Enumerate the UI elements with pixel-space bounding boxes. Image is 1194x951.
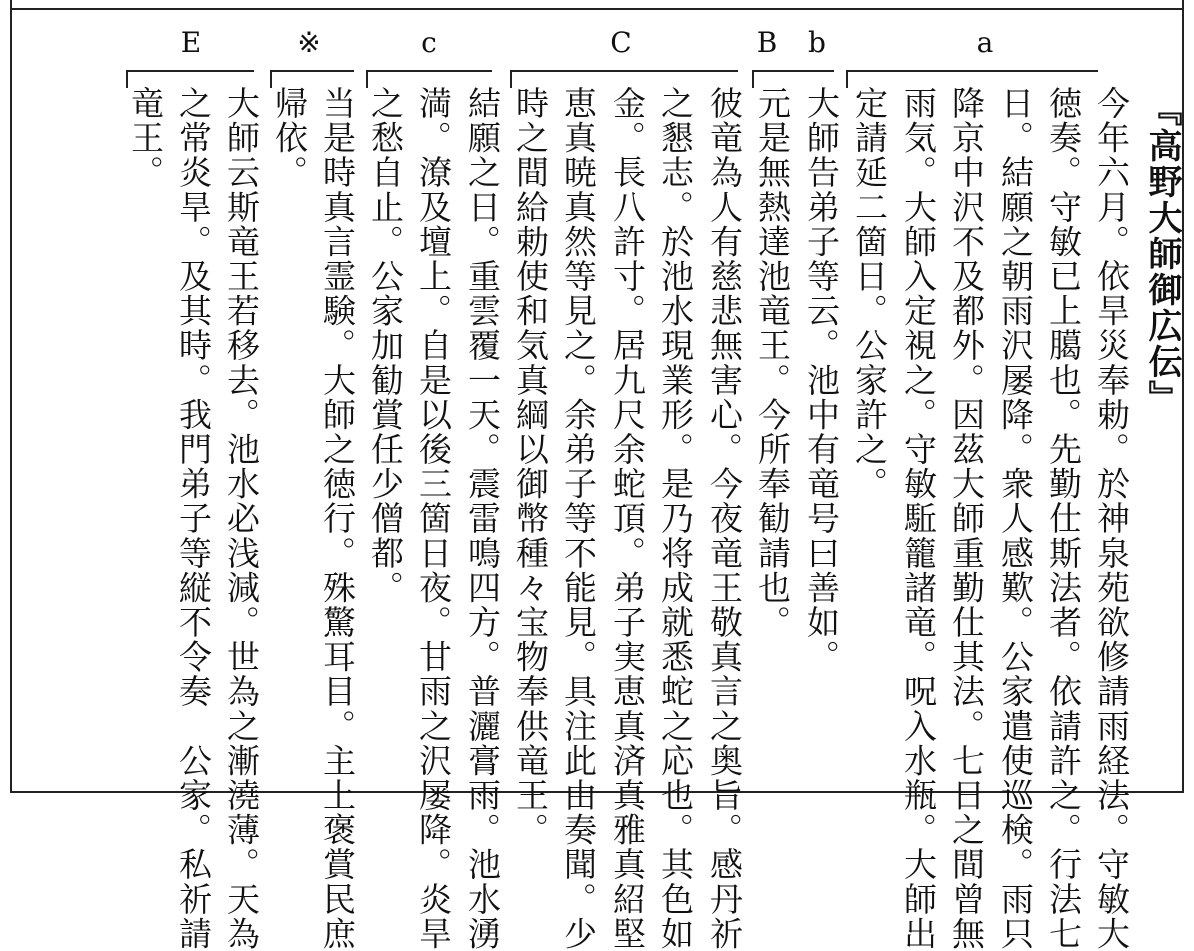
marker-a: a xyxy=(976,26,994,59)
text-column: 当是時真言霊験。大師之徳行。殊驚耳目。主上褒賞民庶 xyxy=(318,86,357,951)
text-column: 元是無熱達池竜王。今所奉勧請也。 xyxy=(753,86,792,640)
text-column: 満。潦及壇上。自是以後三箇日夜。甘雨之沢屡降。炎旱 xyxy=(414,86,453,951)
text-column: 雨気。大師入定視之。守敏駈籠諸竜。呪入水瓶。大師出 xyxy=(899,86,938,951)
text-column: 大師告弟子等云。池中有竜号曰善如。 xyxy=(802,86,841,675)
marker-kome: ※ xyxy=(297,26,321,59)
text-column: 定請延二箇日。公家許之。 xyxy=(850,86,889,502)
text-column: 恵真暁真然等見之。余弟子等不能見。具注此由奏聞。少 xyxy=(559,86,598,951)
text-column: 彼竜為人有慈悲無害心。今夜竜王敬真言之奥旨。感丹祈 xyxy=(705,86,744,951)
text-column: 大師云斯竜王若移去。池水必浅減。世為之漸澆薄。天為 xyxy=(222,86,261,951)
text-column: 帰依。 xyxy=(270,86,309,190)
text-column: 結願之日。重雲覆一天。震雷鳴四方。普灑膏雨。池水湧 xyxy=(463,86,502,951)
text-column: 竜王。 xyxy=(126,86,165,190)
text-column: 金。長八許寸。居九尺余蛇頂。弟子実恵真済真雅真紹堅 xyxy=(608,86,647,951)
marker-b: b xyxy=(808,26,826,59)
marker-C: C xyxy=(610,26,632,59)
marker-E: E xyxy=(180,26,202,59)
text-column: 徳奏。守敏已上臈也。先勤仕斯法者。依請許之。行法七 xyxy=(1044,86,1083,951)
marker-c: c xyxy=(421,26,437,59)
top-border xyxy=(10,0,1184,8)
text-column: 之愁自止。公家加勧賞任少僧都。 xyxy=(366,86,405,605)
document-title: 『高野大師御広伝』 xyxy=(1142,92,1182,416)
text-column: 時之間給勅使和気真綱以御幣種々宝物奉供竜王。 xyxy=(511,86,550,848)
text-column: 今年六月。依旱災奉勅。於神泉苑欲修請雨経法。守敏大 xyxy=(1092,86,1131,951)
marker-B: B xyxy=(756,26,778,59)
text-column: 降京中沢不及都外。因茲大師重勤仕其法。七日之間曾無 xyxy=(947,86,986,951)
text-column: 日。結願之朝雨沢屡降。衆人感歎。公家遣使巡検。雨只 xyxy=(996,86,1035,951)
text-column: 之常炎旱。及其時。我門弟子等縦不令奏 公家。私祈請 xyxy=(174,86,213,951)
text-column: 之懇志。於池水現業形。是乃将成就悉蛇之応也。其色如 xyxy=(656,86,695,951)
